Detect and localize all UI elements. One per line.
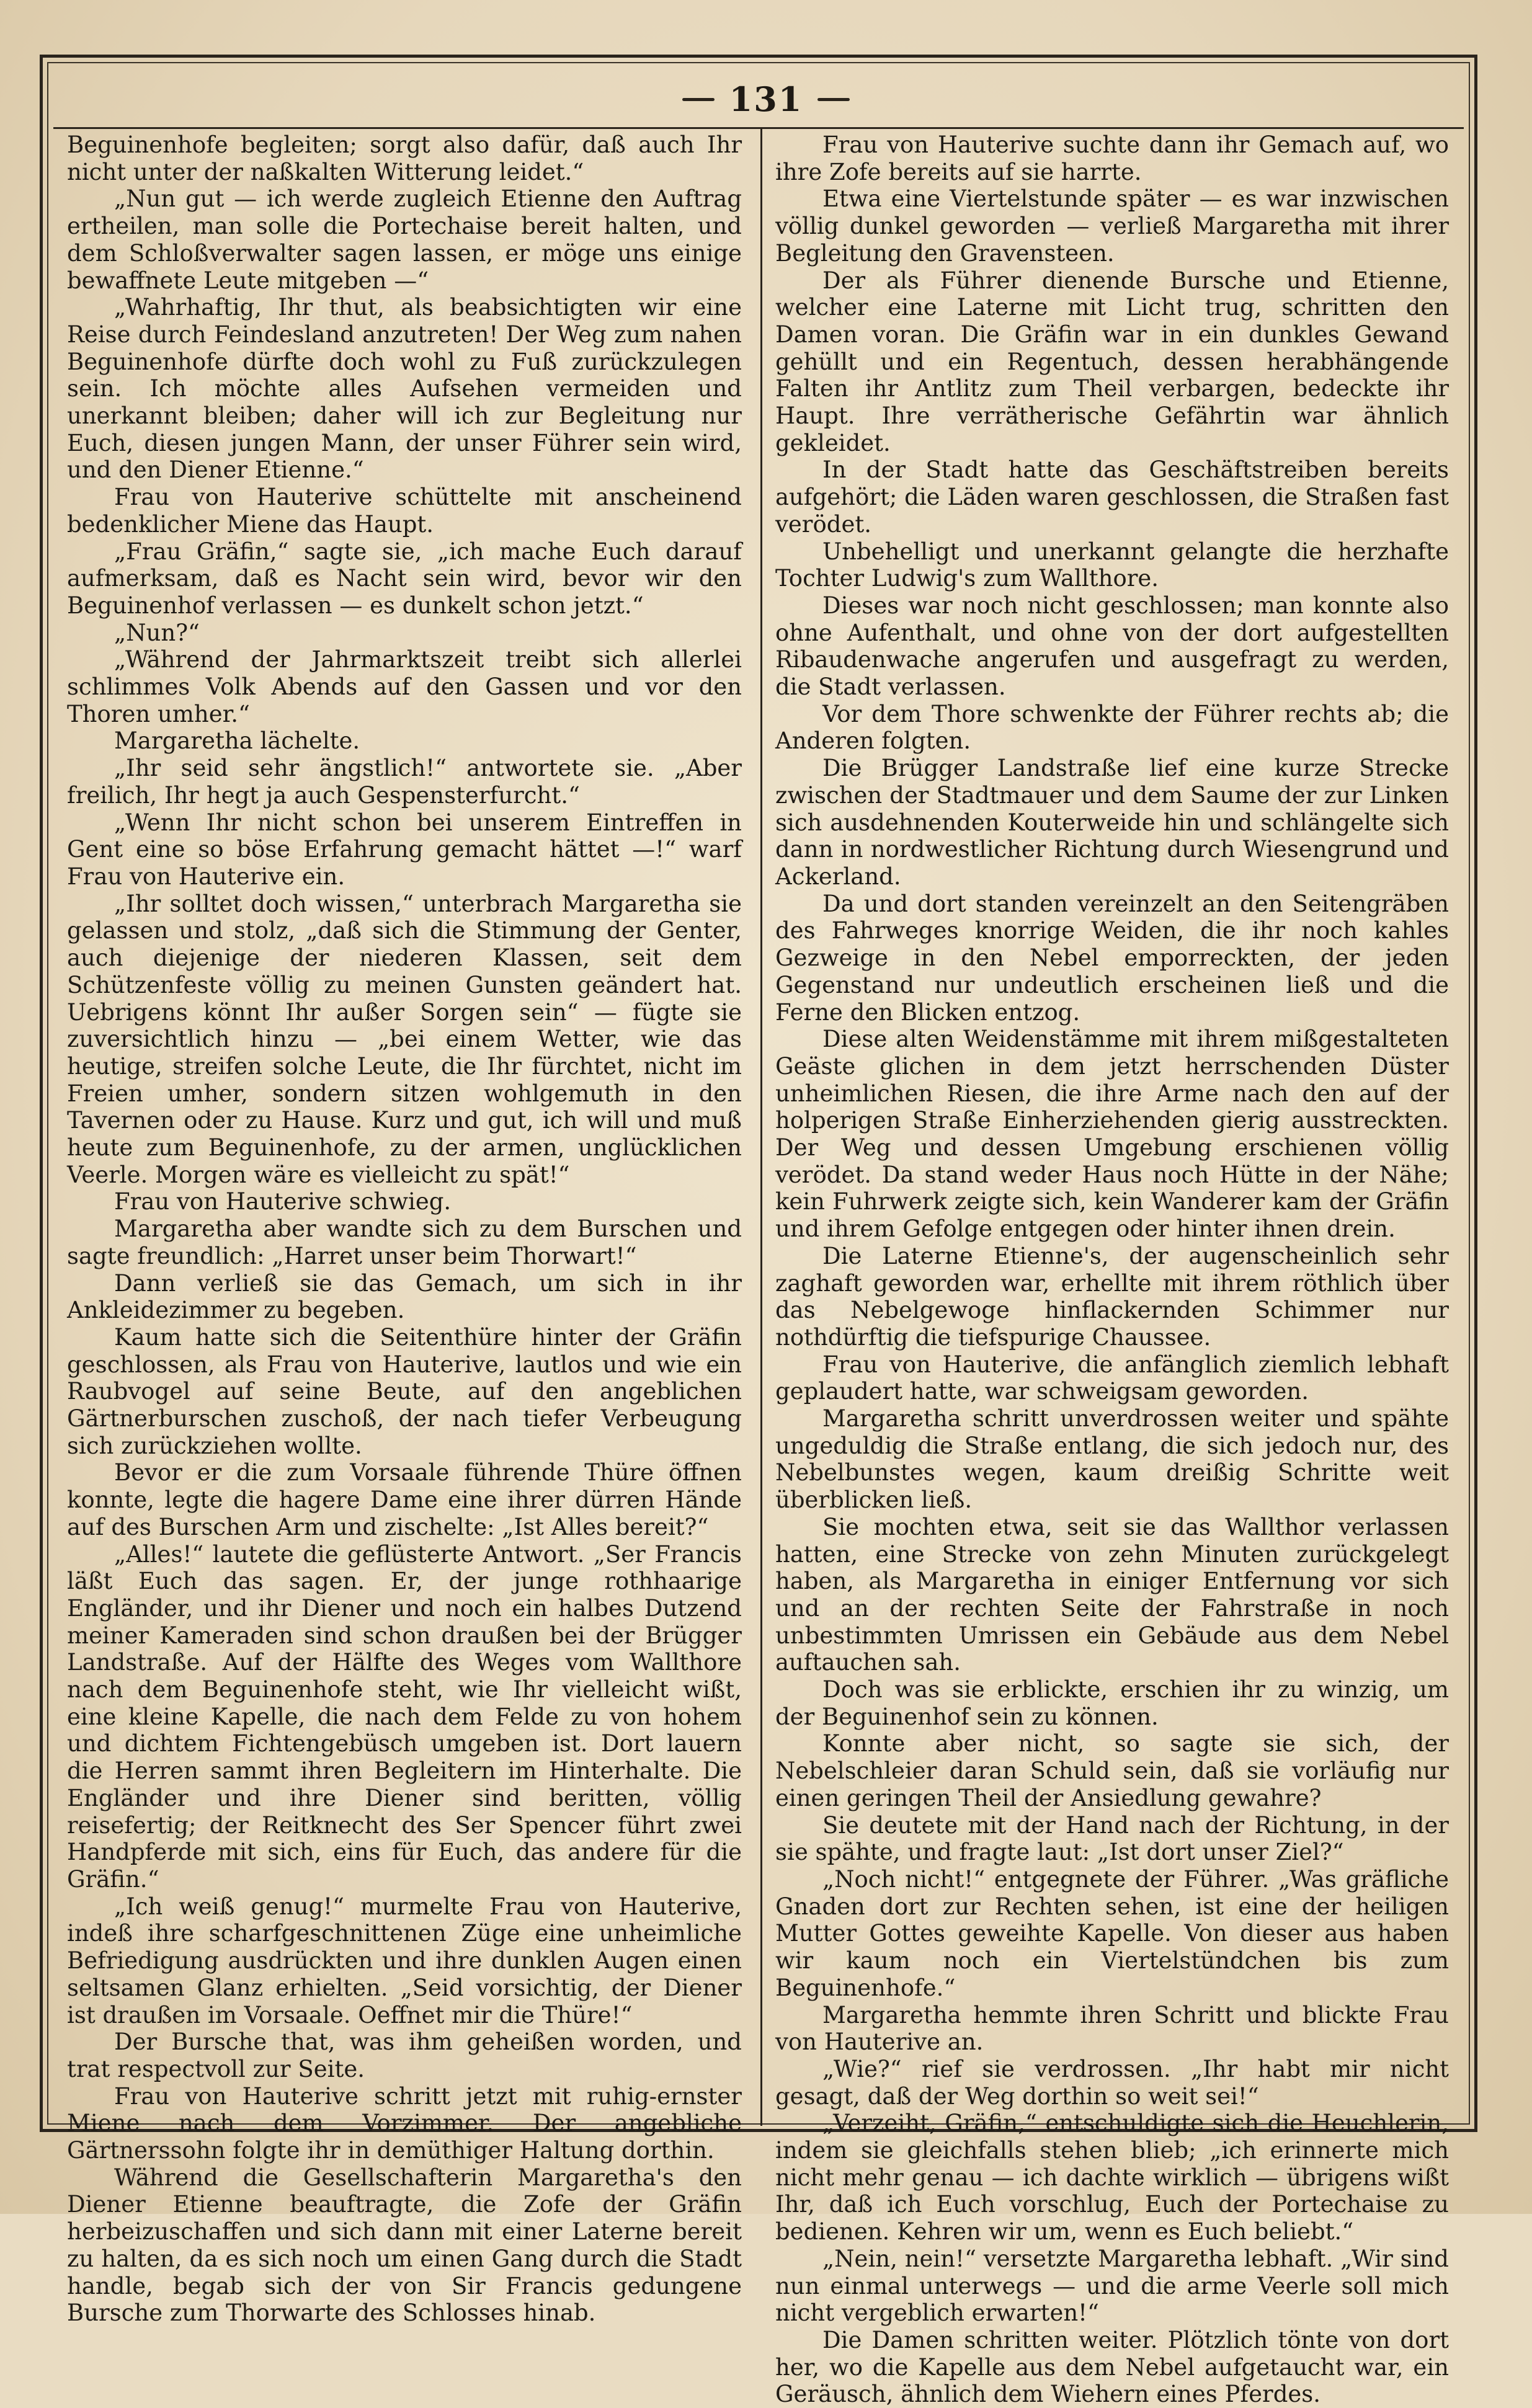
header-dash-right (817, 98, 850, 101)
paragraph: „Nun gut — ich werde zugleich Etienne den Auftrag ertheilen, man solle die Portechaise bereit halten, und dem Schloßverwalter sagen lassen, er möge uns einige bewaffnete Leute mitgeben —“ (67, 185, 742, 294)
paragraph: Margaretha schritt unverdrossen weiter und spähte ungeduldig die Straße entlang, die sich jedoch nur, des Nebelbunstes wegen, kaum dreißig Schritte weit überblicken ließ. (775, 1405, 1449, 1514)
paragraph: Der als Führer dienende Bursche und Etienne, welcher eine Laterne mit Licht trug, schritten den Damen voran. Die Gräfin war in ein dunkles Gewand gehüllt und ein Regentuch, dessen herabhängende Falten ihr Antlitz zum Theil verbargen, bedeckte ihr Haupt. Ihre verrätherische Gefährtin war ähnlich gekleidet. (775, 267, 1449, 456)
paragraph: „Nun?“ (114, 619, 200, 646)
paragraph: Diese alten Weidenstämme mit ihrem mißgestalteten Geäste glichen in dem jetzt herrschenden Düster unheimlichen Riesen, die ihre Arme nach den auf der holperigen Straße Einherziehenden gierig ausstreckten. Der Weg und dessen Umgebung erschienen völlig verödet. Da stand weder Haus noch Hütte in der Nähe; kein Fuhrwerk zeigte sich, kein Wanderer kam der Gräfin und ihrem Gefolge entgegen oder hinter ihnen drein. (775, 1026, 1449, 1243)
paragraph: Dann verließ sie das Gemach, um sich in ihr Ankleidezimmer zu begeben. (67, 1269, 742, 1324)
paragraph: Da und dort standen vereinzelt an den Seitengräben des Fahrweges knorrige Weiden, die ihr noch kahles Gezweige in den Nebel emporreckten, der jeden Gegenstand nur undeutlich erscheinen ließ und die Ferne den Blicken entzog. (775, 890, 1449, 1026)
paragraph: „Wenn Ihr nicht schon bei unserem Eintreffen in Gent eine so böse Erfahrung gemacht hättet —!“ warf Frau von Hauterive ein. (67, 809, 742, 890)
paragraph: Margaretha hemmte ihren Schritt und blickte Frau von Hauterive an. (775, 2001, 1449, 2056)
paragraph: Bevor er die zum Vorsaale führende Thüre öffnen konnte, legte die hagere Dame eine ihrer dürren Hände auf des Burschen Arm und zischelte: „Ist Alles bereit?“ (67, 1459, 742, 1540)
paragraph: Sie mochten etwa, seit sie das Wallthor verlassen hatten, eine Strecke von zehn Minuten zurückgelegt haben, als Margaretha in einiger Entfernung vor sich und an der rechten Seite der Fahrstraße in noch unbestimmten Umrissen ein Gebäude aus dem Nebel auftauchen sah. (775, 1513, 1449, 1676)
header-rule (53, 127, 1464, 129)
page-number: 131 (729, 79, 803, 119)
paragraph: Die Damen schritten weiter. Plötzlich tönte von dort her, wo die Kapelle aus dem Nebel aufgetaucht war, ein Geräusch, ähnlich dem Wiehern eines Pferdes. (775, 2326, 1449, 2408)
paragraph: Unbehelligt und unerkannt gelangte die herzhafte Tochter Ludwig's zum Wallthore. (775, 538, 1449, 592)
paragraph: „Wie?“ rief sie verdrossen. „Ihr habt mir nicht gesagt, daß der Weg dorthin so weit sei!“ (775, 2055, 1449, 2110)
paragraph: Die Laterne Etienne's, der augenscheinlich sehr zaghaft geworden war, erhellte mit ihrem röthlich über das Nebelgewoge hinflackernden Schimmer nur nothdürftig die tiefspurige Chaussee. (775, 1242, 1449, 1351)
paragraph: „Ich weiß genug!“ murmelte Frau von Hauterive, indeß ihre scharfgeschnittenen Züge eine unheimliche Befriedigung ausdrückten und ihre dunklen Augen einen seltsamen Glanz erhielten. „Seid vorsichtig, der Diener ist draußen im Vorsaale. Oeffnet mir die Thüre!“ (67, 1893, 742, 2028)
right-column (775, 131, 1449, 2408)
paragraph: „Wahrhaftig, Ihr thut, als beabsichtigten wir eine Reise durch Feindesland anzutreten! Der Weg zum nahen Beguinenhofe dürfte doch wohl zu Fuß zurückzulegen sein. Ich möchte alles Aufsehen vermeiden und unerkannt bleiben; daher will ich zur Begleitung nur Euch, diesen jungen Mann, der unser Führer sein wird, und den Diener Etienne.“ (67, 294, 742, 484)
paragraph: Während die Gesellschafterin Margaretha's den Diener Etienne beauftragte, die Zofe der Gräfin herbeizuschaffen und sich dann mit einer Laterne bereit zu halten, da es sich noch um einen Gang durch die Stadt handle, begab sich der von Sir Francis gedungene Bursche zum Thorwarte des Schlosses hinab. (67, 2164, 742, 2327)
left-column (67, 131, 742, 2327)
paragraph: Beguinenhofe begleiten; sorgt also dafür, daß auch Ihr nicht unter der naßkalten Witterung leidet.“ (67, 131, 742, 185)
paragraph: „Ihr solltet doch wissen,“ unterbrach Margaretha sie gelassen und stolz, „daß sich die Stimmung der Genter, auch diejenige der niederen Klassen, seit dem Schützenfeste völlig zu meinen Gunsten geändert hat. Uebrigens könnt Ihr außer Sorgen sein“ — fügte sie zuversichtlich hinzu — „bei einem Wetter, wie das heutige, streifen solche Leute, die Ihr fürchtet, nicht im Freien umher, sondern sitzen wohlgemuth in den Tavernen oder zu Hause. Kurz und gut, ich will und muß heute zum Beguinenhofe, zu der armen, unglücklichen Veerle. Morgen wäre es vielleicht zu spät!“ (67, 890, 742, 1188)
paragraph: Frau von Hauterive schüttelte mit anscheinend bedenklicher Miene das Haupt. (67, 484, 742, 538)
paragraph: Konnte aber nicht, so sagte sie sich, der Nebelschleier daran Schuld sein, daß sie vorläufig nur einen geringen Theil der Ansiedlung gewahre? (775, 1730, 1449, 1811)
paragraph: Vor dem Thore schwenkte der Führer rechts ab; die Anderen folgten. (775, 700, 1449, 755)
paragraph: „Ihr seid sehr ängstlich!“ antwortete sie. „Aber freilich, Ihr hegt ja auch Gespensterfurcht.“ (67, 755, 742, 809)
paragraph: Margaretha aber wandte sich zu dem Burschen und sagte freundlich: „Harret unser beim Thorwart!“ (67, 1215, 742, 1269)
paragraph: Frau von Hauterive suchte dann ihr Gemach auf, wo ihre Zofe bereits auf sie harrte. (775, 131, 1449, 185)
paragraph: „Während der Jahrmarktszeit treibt sich allerlei schlimmes Volk Abends auf den Gassen und vor den Thoren umher.“ (67, 646, 742, 727)
paragraph: Frau von Hauterive, die anfänglich ziemlich lebhaft geplaudert hatte, war schweigsam geworden. (775, 1351, 1449, 1405)
paragraph: In der Stadt hatte das Geschäftstreiben bereits aufgehört; die Läden waren geschlossen, die Straßen fast verödet. (775, 456, 1449, 538)
paragraph: Frau von Hauterive schwieg. (114, 1188, 452, 1215)
paragraph: Kaum hatte sich die Seitenthüre hinter der Gräfin geschlossen, als Frau von Hauterive, lautlos und wie ein Raubvogel auf seine Beute, auf den angeblichen Gärtnerburschen zuschoß, der nach tiefer Verbeugung sich zurückziehen wollte. (67, 1323, 742, 1459)
paragraph: „Alles!“ lautete die geflüsterte Antwort. „Ser Francis läßt Euch das sagen. Er, der junge rothhaarige Engländer, und ihr Diener und noch ein halbes Dutzend meiner Kameraden sind schon draußen bei der Brügger Landstraße. Auf der Hälfte des Weges vom Wallthore nach dem Beguinenhofe steht, wie Ihr vielleicht wißt, eine kleine Kapelle, die nach dem Felde zu von hohem und dichtem Fichtengebüsch umgeben ist. Dort lauern die Herren sammt ihren Begleitern im Hinterhalte. Die Engländer und ihre Diener sind beritten, völlig reisefertig; der Reitknecht des Ser Spencer führt zwei Handpferde mit sich, eins für Euch, das andere für die Gräfin.“ (67, 1540, 742, 1893)
paragraph: Margaretha lächelte. (114, 727, 360, 755)
paragraph: „Verzeiht, Gräfin,“ entschuldigte sich die Heuchlerin, indem sie gleichfalls stehen blieb; „ich erinnerte mich nicht mehr genau — ich dachte wirklich — übrigens wißt Ihr, daß ich Euch vorschlug, Euch der Portechaise zu bedienen. Kehren wir um, wenn es Euch beliebt.“ (775, 2110, 1449, 2246)
page-header (0, 74, 1532, 124)
header-dash-left (682, 98, 715, 101)
paragraph: Die Brügger Landstraße lief eine kurze Strecke zwischen der Stadtmauer und dem Saume der zur Linken sich ausdehnenden Kouterweide hin und schlängelte sich dann in nordwestlicher Richtung durch Wiesengrund und Ackerland. (775, 755, 1449, 890)
paragraph: Der Bursche that, was ihm geheißen worden, und trat respectvoll zur Seite. (67, 2028, 742, 2082)
paragraph: „Frau Gräfin,“ sagte sie, „ich mache Euch darauf aufmerksam, daß es Nacht sein wird, bevor wir den Beguinenhof verlassen — es dunkelt schon jetzt.“ (67, 538, 742, 619)
paragraph: Etwa eine Viertelstunde später — es war inzwischen völlig dunkel geworden — verließ Margaretha mit ihrer Begleitung den Gravensteen. (775, 185, 1449, 267)
paragraph: „Nein, nein!“ versetzte Margaretha lebhaft. „Wir sind nun einmal unterwegs — und die arme Veerle soll mich nicht vergeblich erwarten!“ (775, 2245, 1449, 2327)
column-divider (760, 129, 762, 2126)
paragraph: „Noch nicht!“ entgegnete der Führer. „Was gräfliche Gnaden dort zur Rechten sehen, ist eine der heiligen Mutter Gottes geweihte Kapelle. Von dieser aus haben wir kaum noch ein Viertelstündchen bis zum Beguinenhofe.“ (775, 1866, 1449, 2001)
paragraph: Frau von Hauterive schritt jetzt mit ruhig-ernster Miene nach dem Vorzimmer. Der angebliche Gärtnerssohn folgte ihr in demüthiger Haltung dorthin. (67, 2082, 742, 2164)
paragraph: Dieses war noch nicht geschlossen; man konnte also ohne Aufenthalt, und ohne von der dort aufgestellten Ribaudenwache angerufen und ausgefragt zu werden, die Stadt verlassen. (775, 592, 1449, 701)
paragraph: Sie deutete mit der Hand nach der Richtung, in der sie spähte, und fragte laut: „Ist dort unser Ziel?“ (775, 1811, 1449, 1866)
paragraph: Doch was sie erblickte, erschien ihr zu winzig, um der Beguinenhof sein zu können. (775, 1676, 1449, 1730)
